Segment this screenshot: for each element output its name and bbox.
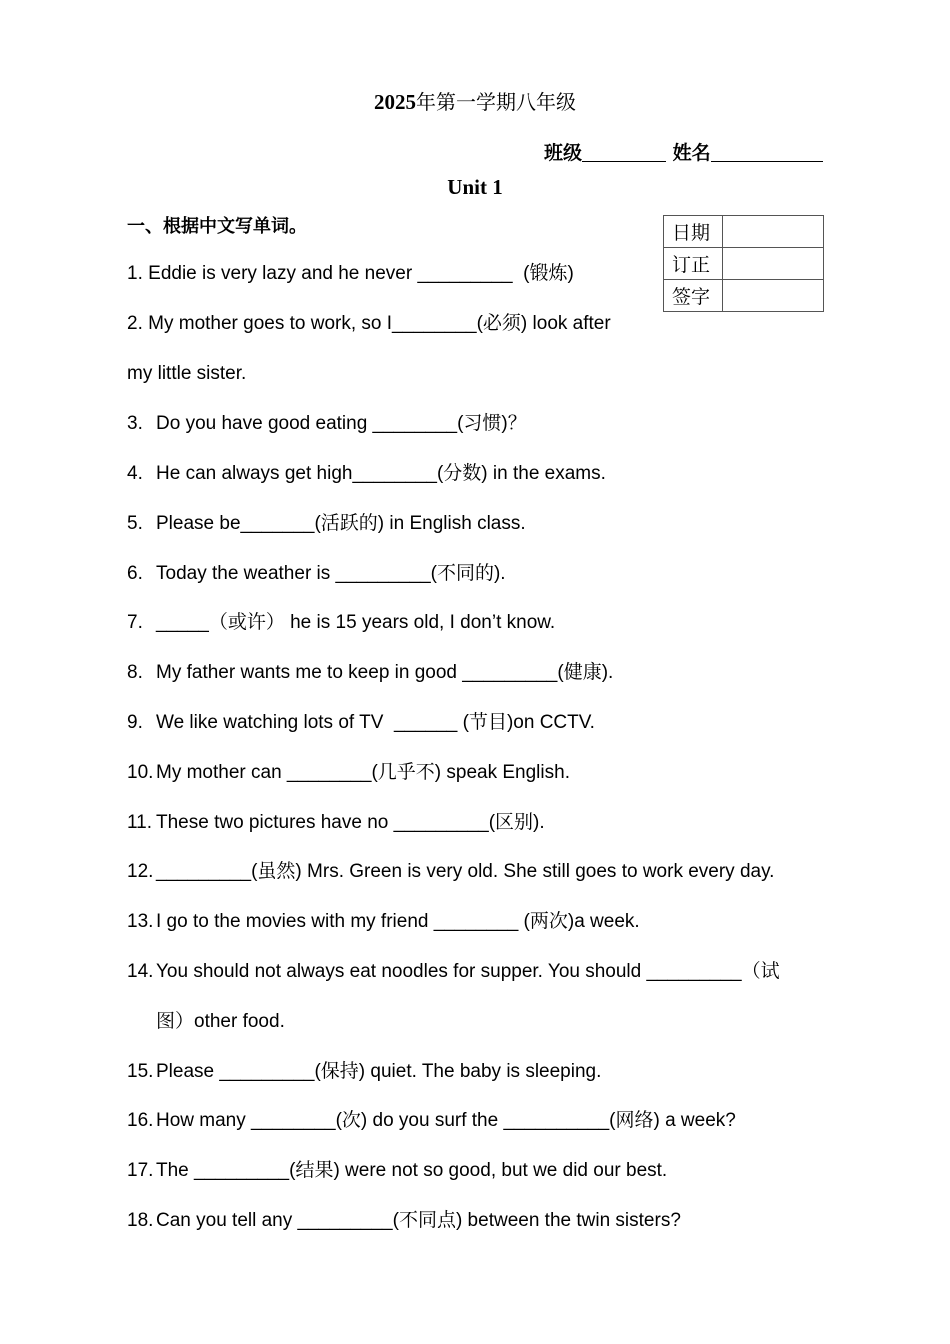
question-3-body: Do you have good eating ________(习惯)？ [156,413,527,434]
question-1-body: Eddie is very lazy and he never _________ (锻炼) [148,263,574,284]
question-11-number: 11. [127,812,153,833]
question-17-body: The _________(结果) were not so good, but we did our best. [156,1160,668,1181]
question-16 [127,1109,736,1133]
signature-table [663,215,824,312]
question-13-body: I go to the movies with my friend ________ (两次)a week. [156,911,640,932]
question-5 [127,512,526,536]
question-2-number: 2. [127,313,143,334]
question-7-number: 7. [127,612,143,633]
question-2-continuation: my little sister. [127,363,247,384]
question-11-body: These two pictures have no _________(区别). [156,812,545,833]
question-9-number: 9. [127,712,143,733]
question-18-number: 18. [127,1210,154,1231]
question-10-number: 10. [127,762,154,783]
question-6-body: Today the weather is _________(不同的). [156,563,506,584]
question-9-body: We like watching lots of TV ______ (节目)on CCTV. [156,712,595,733]
question-14 [127,960,780,984]
question-4 [127,462,606,486]
class-name-line [544,138,823,165]
question-14-number: 14. [127,961,154,982]
question-15-number: 15. [127,1061,154,1082]
correction-cell[interactable] [723,248,824,280]
question-8 [127,661,613,685]
question-3 [127,412,527,436]
signature-label: 签字 [664,280,723,312]
question-16-number: 16. [127,1110,154,1131]
question-4-body: He can always get high________(分数) in the exams. [156,463,606,484]
question-6-number: 6. [127,563,143,584]
correction-label: 订正 [664,248,723,280]
signature-cell[interactable] [723,280,824,312]
question-7 [127,611,555,635]
question-15-body: Please _________(保持) quiet. The baby is sleeping. [156,1061,602,1082]
question-8-body: My father wants me to keep in good _________(健康). [156,662,614,683]
question-2 [127,312,611,336]
name-label: 姓名 [672,142,711,164]
table-row [664,280,824,312]
question-13 [127,910,640,934]
table-row [664,216,824,248]
class-blank[interactable] [582,141,666,162]
question-10-body: My mother can ________(几乎不) speak English. [156,762,570,783]
question-5-body: Please be_______(活跃的) in English class. [156,513,526,534]
section-title: 一、根据中文写单词。 [127,216,307,237]
question-13-number: 13. [127,911,154,932]
question-7-body: _____（或许） he is 15 years old, I don’t know. [156,612,556,633]
question-1 [127,262,574,286]
unit-heading: Unit 1 [447,175,503,199]
question-16-body: How many ________(次) do you surf the __________(网络) a week? [156,1110,736,1131]
page-title [0,86,950,115]
question-9 [127,711,595,735]
question-5-number: 5. [127,513,143,534]
question-12-body: _________(虽然) Mrs. Green is very old. She still goes to work every day. [156,861,775,882]
question-14-body: You should not always eat noodles for supper. You should _________（试 [156,961,780,982]
class-label: 班级 [544,142,583,164]
question-12 [127,860,774,884]
question-10 [127,761,570,785]
question-18 [127,1209,681,1233]
question-8-number: 8. [127,662,143,683]
question-3-number: 3. [127,413,143,434]
question-14-continuation: 图）other food. [156,1011,285,1032]
table-row [664,248,824,280]
question-15 [127,1060,601,1084]
question-6 [127,562,506,586]
question-12-number: 12. [127,861,154,882]
name-blank[interactable] [711,141,823,162]
question-17-number: 17. [127,1160,154,1181]
question-17 [127,1159,667,1183]
title-year: 2025 [374,90,416,114]
date-cell[interactable] [723,216,824,248]
question-11 [127,811,545,835]
question-1-text: 1. [127,263,143,284]
date-label: 日期 [664,216,723,248]
question-4-number: 4. [127,463,143,484]
question-18-body: Can you tell any _________(不同点) between the twin sisters? [156,1210,681,1231]
title-rest: 年第一学期八年级 [416,90,576,114]
question-2-body: My mother goes to work, so I________(必须) look after [148,313,611,334]
